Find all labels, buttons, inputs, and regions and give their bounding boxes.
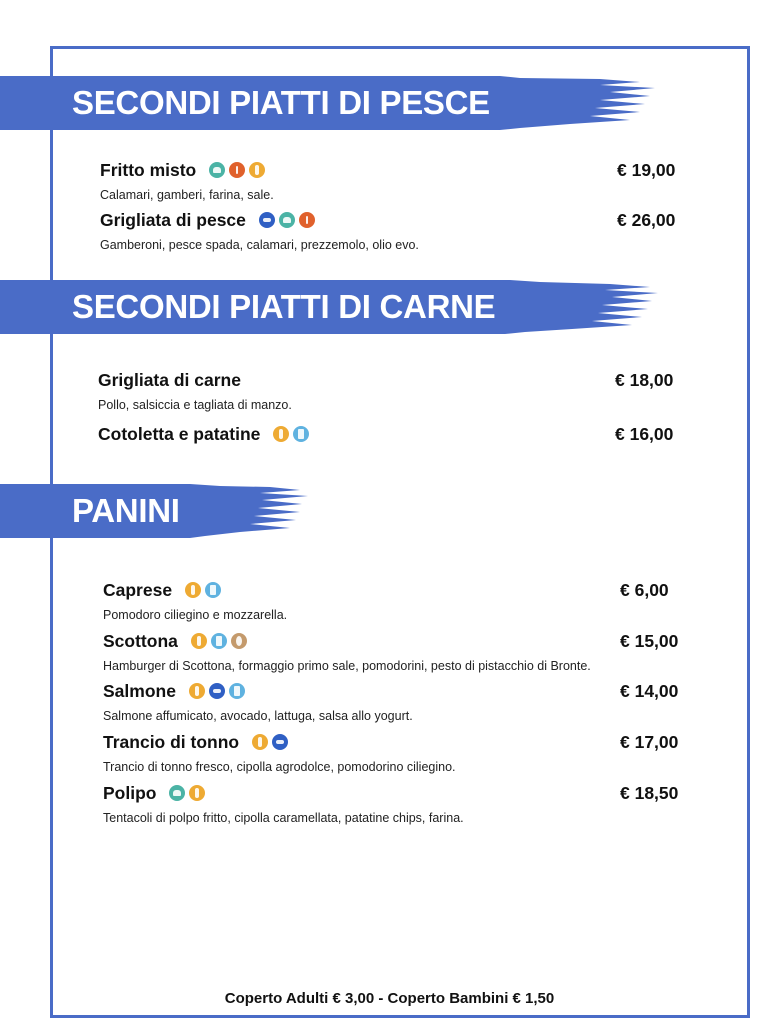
- fish-icon: [209, 683, 225, 699]
- item-price: € 14,00: [620, 681, 679, 701]
- item-price: € 17,00: [620, 732, 679, 752]
- item-name: Fritto misto: [100, 160, 197, 180]
- item-name: Scottona: [103, 631, 178, 651]
- gluten-icon: [185, 582, 201, 598]
- item-description: Salmone affumicato, avocado, lattuga, salsa allo yogurt.: [103, 709, 413, 723]
- allergen-icons: [189, 683, 245, 699]
- gluten-icon: [189, 785, 205, 801]
- section-title: SECONDI PIATTI DI CARNE: [72, 288, 496, 325]
- gluten-icon: [189, 683, 205, 699]
- crustacean-icon: [229, 162, 245, 178]
- section-banner-secondi-pesce: [0, 76, 660, 130]
- gluten-icon: [249, 162, 265, 178]
- cover-charge-footer: Coperto Adulti € 3,00 - Coperto Bambini € 1,50: [224, 990, 555, 1007]
- nuts-icon: [231, 633, 247, 649]
- item-name: Polipo: [103, 783, 157, 803]
- item-description: Pomodoro ciliegino e mozzarella.: [103, 608, 288, 622]
- item-price: € 16,00: [615, 424, 674, 444]
- item-price: € 18,50: [620, 783, 679, 803]
- allergen-icons: [191, 633, 247, 649]
- fish-icon: [272, 734, 288, 750]
- item-price: € 6,00: [620, 580, 669, 600]
- item-description: Pollo, salsiccia e tagliata di manzo.: [98, 398, 292, 412]
- section-banner-secondi-carne: [0, 280, 660, 334]
- lactose-icon: [205, 582, 221, 598]
- lactose-icon: [211, 633, 227, 649]
- allergen-icons: [185, 582, 221, 598]
- item-name: Grigliata di carne: [98, 370, 241, 390]
- item-name: Grigliata di pesce: [100, 210, 246, 230]
- item-name: Trancio di tonno: [103, 732, 240, 752]
- lactose-icon: [293, 426, 309, 442]
- shellfish-icon: [209, 162, 225, 178]
- item-description: Gamberoni, pesce spada, calamari, prezzemolo, olio evo.: [100, 238, 419, 252]
- fish-icon: [259, 212, 275, 228]
- allergen-icons: [273, 426, 309, 442]
- allergen-icons: [209, 162, 265, 178]
- item-name: Salmone: [103, 681, 176, 701]
- lactose-icon: [229, 683, 245, 699]
- shellfish-icon: [169, 785, 185, 801]
- gluten-icon: [191, 633, 207, 649]
- item-price: € 26,00: [617, 210, 676, 230]
- section-banner-panini: [0, 484, 310, 538]
- gluten-icon: [273, 426, 289, 442]
- item-price: € 19,00: [617, 160, 676, 180]
- item-name: Cotoletta e patatine: [98, 424, 261, 444]
- allergen-icons: [252, 734, 288, 750]
- item-description: Hamburger di Scottona, formaggio primo sale, pomodorini, pesto di pistacchio di Bronte.: [103, 659, 591, 673]
- item-description: Tentacoli di polpo fritto, cipolla caramellata, patatine chips, farina.: [103, 811, 464, 825]
- gluten-icon: [252, 734, 268, 750]
- section-title: SECONDI PIATTI DI PESCE: [72, 84, 490, 121]
- item-price: € 15,00: [620, 631, 679, 651]
- section-title: PANINI: [72, 492, 180, 529]
- allergen-icons: [259, 212, 315, 228]
- item-description: Trancio di tonno fresco, cipolla agrodolce, pomodorino ciliegino.: [103, 760, 456, 774]
- crustacean-icon: [299, 212, 315, 228]
- item-description: Calamari, gamberi, farina, sale.: [100, 188, 274, 202]
- item-name: Caprese: [103, 580, 173, 600]
- allergen-icons: [169, 785, 205, 801]
- item-price: € 18,00: [615, 370, 674, 390]
- shellfish-icon: [279, 212, 295, 228]
